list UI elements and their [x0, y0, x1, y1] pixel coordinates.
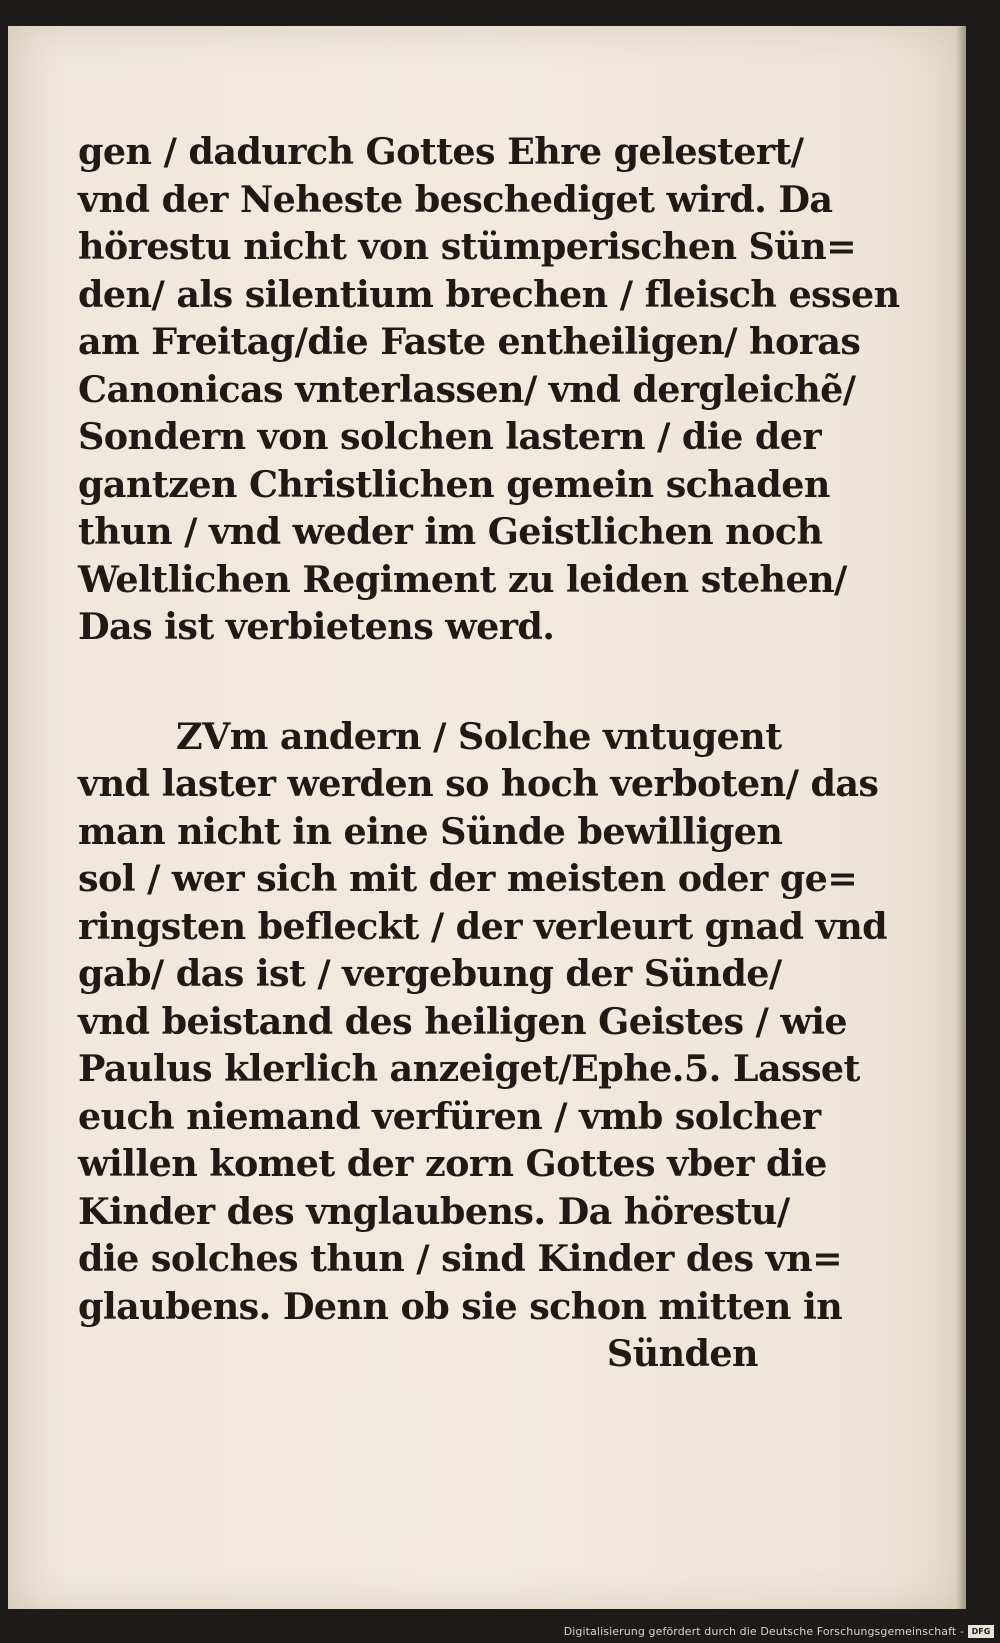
text-line: thun / vnd weder im Geistlichen noch: [78, 510, 823, 553]
footer-bar: [0, 1613, 1000, 1643]
text-line: Weltlichen Regiment zu leiden stehen/: [78, 557, 847, 601]
text-line: glaubens. Denn ob sie schon mitten in: [78, 1284, 843, 1328]
text-line: sol / wer sich mit der meisten oder ge=: [78, 857, 858, 900]
text-line: man nicht in eine Sünde bewilligen: [78, 809, 783, 853]
text-line: euch niemand verfüren / vmb solcher: [78, 1094, 821, 1138]
text-line: vnd laster werden so hoch verboten/ das: [78, 762, 879, 805]
text-line: den/ als silentium brechen / fleisch essen: [78, 272, 900, 316]
text-line: gantzen Christlichen gemein schaden: [78, 462, 830, 506]
dfg-logo: DFG: [968, 1625, 994, 1638]
paragraph-gap: [78, 651, 758, 713]
text-line: am Freitag/die Faste entheiligen/ horas: [78, 320, 861, 363]
text-line: Das ist verbietens werd.: [78, 605, 555, 648]
text-line: Kinder des vnglaubens. Da hörestu/: [78, 1189, 790, 1233]
text-line: vnd beistand des heiligen Geistes / wie: [78, 999, 848, 1043]
catchword: Sünden: [606, 1332, 758, 1375]
text-line: die solches thun / sind Kinder des vn=: [78, 1237, 843, 1280]
text-line: hörestu nicht von stümperischen Sün=: [78, 225, 857, 268]
paragraph-2: [78, 713, 888, 1331]
text-line: ringsten befleckt / der verleurt gnad vnd: [78, 904, 888, 948]
paragraph-1: [78, 128, 900, 651]
text-line: gen / dadurch Gottes Ehre gelestert/: [78, 130, 804, 173]
text-line: gab/ das ist / vergebung der Sünde/: [78, 952, 782, 995]
book-page: [8, 26, 966, 1609]
text-line: Paulus klerlich anzeiget/Ephe.5. Lasset: [78, 1047, 860, 1090]
text-line: vnd der Neheste beschediget wird. Da: [78, 177, 833, 221]
text-line: willen komet der zorn Gottes vber die: [78, 1142, 827, 1185]
text-line: Canonicas vnterlassen/ vnd dergleichẽ/: [78, 367, 856, 411]
text-line: ZVm andern / Solche vntugent: [176, 714, 782, 758]
funding-credit: Digitalisierung gefördert durch die Deutsche Forschungsgemeinschaft -: [563, 1625, 964, 1638]
text-line: Sondern von solchen lastern / die der: [78, 415, 821, 458]
page-text: [78, 128, 900, 1378]
